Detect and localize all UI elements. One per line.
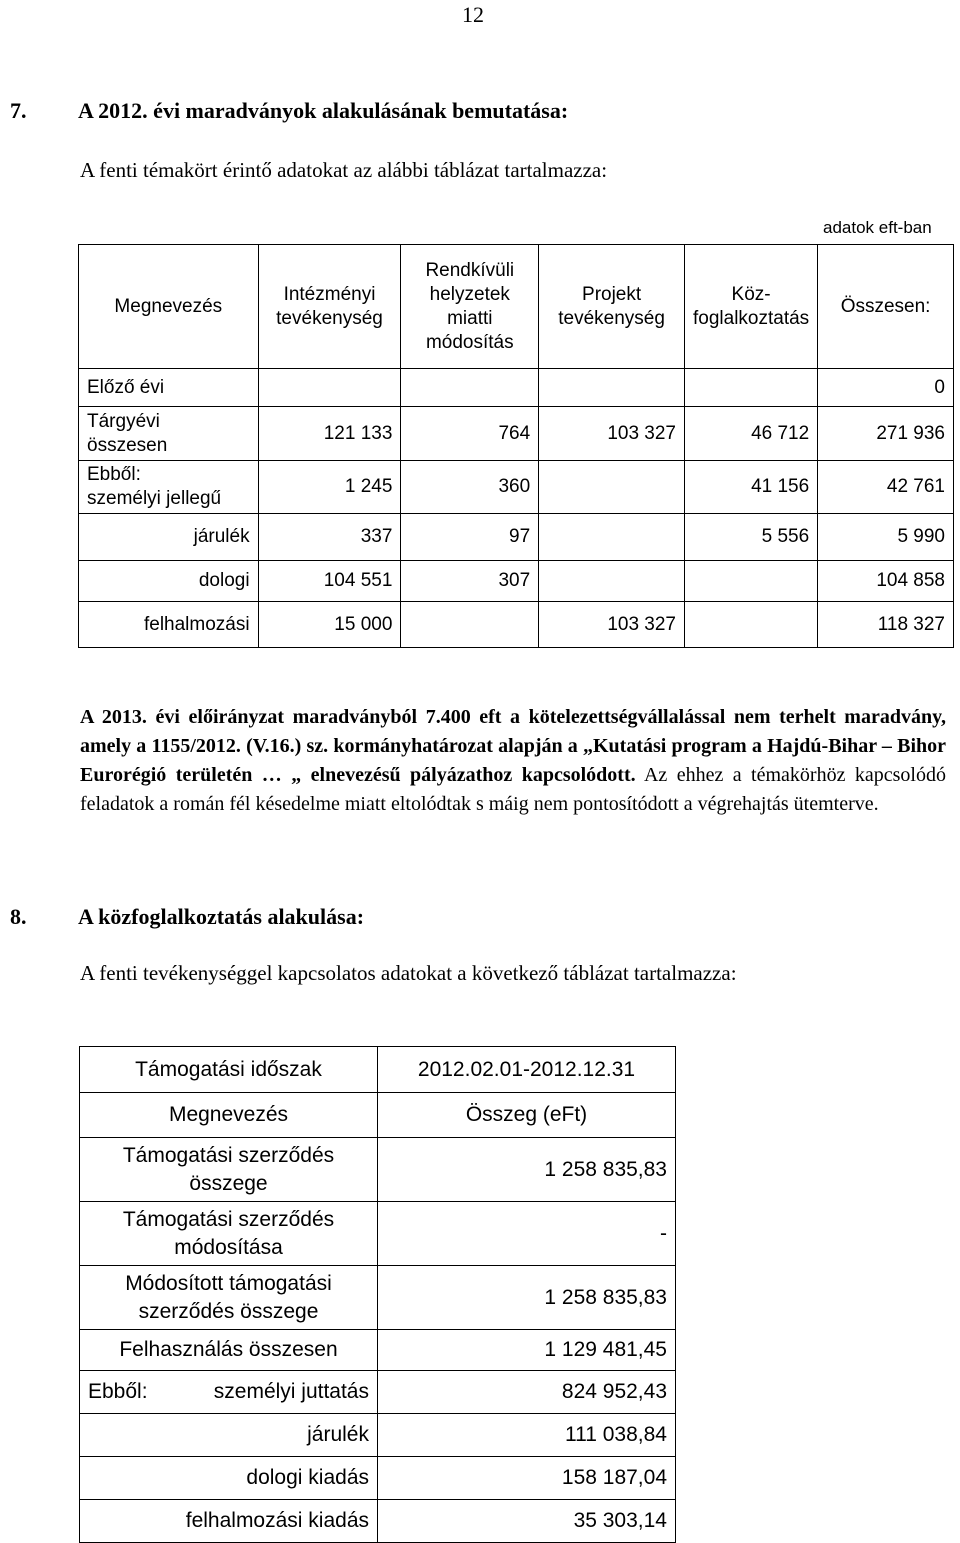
- page-number: 12: [462, 2, 484, 27]
- public-work-table: [79, 1046, 676, 1543]
- table-row: [80, 1414, 676, 1457]
- col-header-project: Projekt tevékenység: [539, 245, 685, 369]
- section-7-intro: A fenti témakört érintő adatokat az alábbi táblázat tartalmazza:: [80, 158, 608, 182]
- row-label: felhalmozási kiadás: [80, 1500, 378, 1543]
- col-header-institutional: Intézményi tevékenység: [258, 245, 401, 369]
- table-row: [80, 1202, 676, 1266]
- cell-total: 104 858: [818, 561, 954, 602]
- table-row: [80, 1047, 676, 1093]
- paragraph-bold-text: A 2013. évi előirányzat maradványból 7.400 eft a kötelezettségvállalással nem terhelt maradvány, amely a 1155/2012. (V.16.) sz. kormányhatározat alapján a „Kutatási program a Hajdú-Bihar – Bihor Eurorégió területén … „ elnevezésű pályázathoz kapcsolódott.: [80, 706, 946, 786]
- cell-emergency: 307: [401, 561, 539, 602]
- table-row: [79, 561, 954, 602]
- row-label: felhalmozási: [79, 602, 259, 648]
- section-7-number: 7.: [10, 98, 27, 123]
- table-row: [79, 461, 954, 514]
- cell-institutional: 1 245: [258, 461, 401, 514]
- table-header-row: [79, 245, 954, 369]
- col-header-amount: Összeg (eFt): [378, 1093, 676, 1138]
- table-row: [79, 514, 954, 561]
- row-label: Ebből: személyi juttatás: [80, 1371, 378, 1414]
- table-row: [80, 1266, 676, 1330]
- section-7-title: A 2012. évi maradványok alakulásának bemutatása:: [78, 98, 569, 123]
- cell-institutional: 337: [258, 514, 401, 561]
- col-header-total: Összesen:: [818, 245, 954, 369]
- row-label: Felhasználás összesen: [80, 1330, 378, 1371]
- table-row: [80, 1138, 676, 1202]
- cell-emergency: 360: [401, 461, 539, 514]
- cell-institutional: 121 133: [258, 407, 401, 461]
- cell-total: 42 761: [818, 461, 954, 514]
- cell-amount: -: [378, 1202, 676, 1266]
- table-row: [80, 1371, 676, 1414]
- cell-amount: 1 129 481,45: [378, 1330, 676, 1371]
- cell-total: 0: [818, 369, 954, 407]
- row-label: járulék: [80, 1414, 378, 1457]
- cell-amount: 824 952,43: [378, 1371, 676, 1414]
- remainder-paragraph: [80, 703, 946, 819]
- table-row: [80, 1457, 676, 1500]
- cell-institutional: 15 000: [258, 602, 401, 648]
- row-label: dologi kiadás: [80, 1457, 378, 1500]
- table-row: [80, 1500, 676, 1543]
- paragraph-normal-text: Az ehhez a témakörhöz kapcsolódó feladatok a román fél késedelme miatt eltolódtak s máig nem pontosítódott a végrehajtás ütemterve.: [80, 764, 946, 815]
- cell-total: 271 936: [818, 407, 954, 461]
- section-8-title: A közfoglalkoztatás alakulása:: [78, 904, 365, 929]
- row-label: Ebből: személyi jellegű: [79, 461, 259, 514]
- row-label: járulék: [79, 514, 259, 561]
- cell-emergency: 97: [401, 514, 539, 561]
- cell-amount: 158 187,04: [378, 1457, 676, 1500]
- cell-public-work: 5 556: [685, 514, 818, 561]
- cell-amount: 111 038,84: [378, 1414, 676, 1457]
- section-8-heading: [10, 904, 364, 930]
- section-8-number: 8.: [10, 904, 27, 929]
- row-label: Támogatási szerződés módosítása: [80, 1202, 378, 1266]
- table-row: [79, 407, 954, 461]
- row-label: dologi: [79, 561, 259, 602]
- table-row: [80, 1093, 676, 1138]
- table-row: [79, 369, 954, 407]
- period-label: Támogatási időszak: [80, 1047, 378, 1093]
- remainders-table: [78, 244, 954, 648]
- col-header-name: Megnevezés: [80, 1093, 378, 1138]
- unit-note: adatok eft-ban: [823, 218, 932, 237]
- cell-amount: 1 258 835,83: [378, 1266, 676, 1330]
- row-label: Tárgyévi összesen: [79, 407, 259, 461]
- cell-public-work: 41 156: [685, 461, 818, 514]
- col-header-public-work: Köz- foglalkoztatás: [685, 245, 818, 369]
- row-label: Előző évi: [79, 369, 259, 407]
- section-7-heading: [10, 98, 568, 124]
- row-label: Támogatási szerződés összege: [80, 1138, 378, 1202]
- col-header-emergency: Rendkívüli helyzetek miatti módosítás: [401, 245, 539, 369]
- cell-amount: 35 303,14: [378, 1500, 676, 1543]
- section-8-intro: A fenti tevékenységgel kapcsolatos adatokat a következő táblázat tartalmazza:: [80, 961, 737, 985]
- table-row: [79, 602, 954, 648]
- cell-amount: 1 258 835,83: [378, 1138, 676, 1202]
- cell-public-work: 46 712: [685, 407, 818, 461]
- cell-project: 103 327: [539, 602, 685, 648]
- col-header-name: Megnevezés: [79, 245, 259, 369]
- cell-institutional: 104 551: [258, 561, 401, 602]
- cell-emergency: 764: [401, 407, 539, 461]
- cell-total: 5 990: [818, 514, 954, 561]
- cell-project: 103 327: [539, 407, 685, 461]
- period-value: 2012.02.01-2012.12.31: [378, 1047, 676, 1093]
- cell-total: 118 327: [818, 602, 954, 648]
- row-label: Módosított támogatási szerződés összege: [80, 1266, 378, 1330]
- table-row: [80, 1330, 676, 1371]
